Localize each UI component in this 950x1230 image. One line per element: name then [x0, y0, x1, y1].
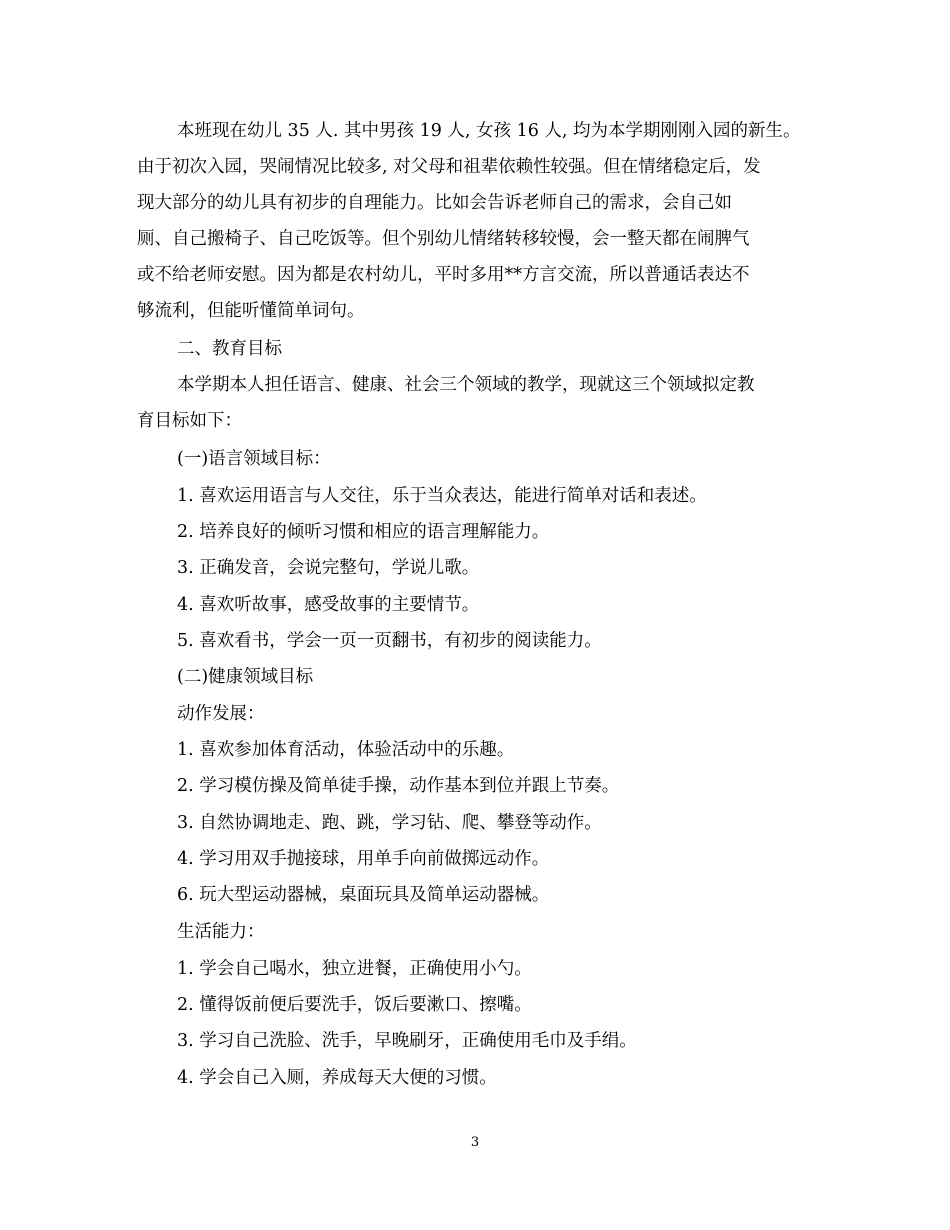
life-skills-heading: 生活能力： — [177, 922, 265, 942]
language-goal-item: 3. 正确发音，会说完整句，学说儿歌。 — [177, 558, 480, 578]
motor-goal-item: 2. 学习模仿操及简单徒手操，动作基本到位并跟上节奏。 — [177, 776, 620, 796]
motor-goal-item: 6. 玩大型运动器械，桌面玩具及简单运动器械。 — [177, 885, 550, 905]
language-goals-heading: (一)语言领域目标： — [177, 449, 331, 469]
life-skill-item: 4. 学会自己入厕，养成每天大便的习惯。 — [177, 1068, 497, 1088]
life-skill-item: 2. 懂得饭前便后要洗手，饭后要漱口、擦嘴。 — [177, 995, 532, 1015]
section-two-intro-line-1: 本学期本人担任语言、健康、社会三个领域的教学，现就这三个领域拟定教 — [177, 375, 755, 395]
health-goals-heading: (二)健康领域目标 — [177, 667, 314, 687]
motor-goal-item: 1. 喜欢参加体育活动，体验活动中的乐趣。 — [177, 740, 515, 760]
language-goal-item: 1. 喜欢运用语言与人交往，乐于当众表达，能进行简单对话和表述。 — [177, 486, 707, 506]
motor-goal-item: 4. 学习用双手抛接球，用单手向前做掷远动作。 — [177, 849, 550, 869]
language-goal-item: 5. 喜欢看书，学会一页一页翻书，有初步的阅读能力。 — [177, 631, 602, 651]
page-number: 3 — [470, 1135, 480, 1150]
language-goal-item: 2. 培养良好的倾听习惯和相应的语言理解能力。 — [177, 522, 550, 542]
motor-goal-item: 3. 自然协调地走、跑、跳，学习钻、爬、攀登等动作。 — [177, 813, 602, 833]
language-goal-item: 4. 喜欢听故事，感受故事的主要情节。 — [177, 595, 480, 615]
intro-line-3: 现大部分的幼儿具有初步的自理能力。比如会告诉老师自己的需求，会自己如 — [137, 193, 732, 213]
intro-line-2: 由于初次入园，哭闹情况比较多, 对父母和祖辈依赖性较强。但在情绪稳定后，发 — [137, 157, 761, 177]
life-skill-item: 3. 学习自己洗脸、洗手，早晚刷牙，正确使用毛巾及手绢。 — [177, 1031, 637, 1051]
life-skill-item: 1. 学会自己喝水，独立进餐，正确使用小勺。 — [177, 959, 532, 979]
section-heading-education-goals: 二、教育目标 — [177, 339, 282, 359]
intro-line-6: 够流利，但能听懂简单词句。 — [137, 301, 365, 321]
intro-line-4: 厕、自己搬椅子、自己吃饭等。但个别幼儿情绪转移较慢，会一整天都在闹脾气 — [137, 229, 750, 249]
motor-development-heading: 动作发展： — [177, 704, 265, 724]
intro-line-1: 本班现在幼儿 35 人. 其中男孩 19 人, 女孩 16 人, 均为本学期刚刚入园的新生。 — [177, 121, 801, 141]
section-two-intro-line-2: 育目标如下： — [137, 411, 242, 431]
intro-line-5: 或不给老师安慰。因为都是农村幼儿，平时多用**方言交流，所以普通话表达不 — [137, 265, 750, 285]
